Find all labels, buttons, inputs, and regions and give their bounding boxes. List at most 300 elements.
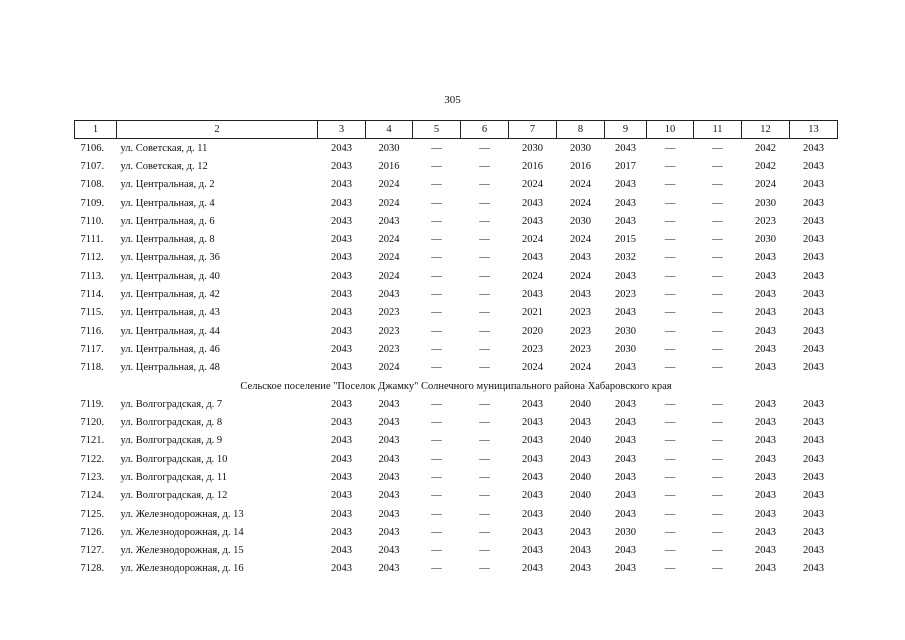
year-cell-col-7: 2043 (522, 563, 543, 575)
year-cell-col-3: 2043 (331, 545, 352, 557)
year-cell-col-5: — (431, 197, 442, 209)
year-cell-col-6: — (479, 453, 490, 465)
year-cell-col-12: 2043 (755, 508, 776, 520)
table-row (75, 139, 838, 158)
year-cell-col-3: 2043 (331, 252, 352, 264)
year-cell-col-10: — (664, 563, 676, 575)
column-header-11: 11 (694, 121, 742, 139)
address-cell: ул. Центральная, д. 42 (120, 289, 220, 301)
row-number: 7117. (80, 343, 104, 355)
year-cell-col-9: 2043 (615, 398, 636, 410)
year-cell-col-5: — (431, 343, 442, 355)
year-cell-col-13: 2043 (803, 197, 824, 209)
year-cell-col-7: 2024 (522, 270, 543, 282)
table-row (75, 285, 838, 303)
section-row (75, 377, 838, 395)
year-cell-col-7: 2023 (522, 343, 543, 355)
year-cell-col-9: 2043 (615, 563, 636, 575)
address-cell: ул. Железнодорожная, д. 15 (120, 545, 244, 557)
year-cell-col-4: 2024 (378, 270, 400, 282)
year-cell-col-7: 2021 (522, 307, 543, 319)
year-cell-col-3: 2043 (331, 270, 352, 282)
table-row (75, 176, 838, 194)
table-row (75, 304, 838, 322)
column-header-2: 2 (117, 121, 318, 139)
row-number: 7110. (80, 215, 104, 227)
column-header-8: 8 (557, 121, 605, 139)
year-cell-col-6: — (479, 234, 490, 246)
table-row (75, 267, 838, 285)
table-row (75, 322, 838, 340)
year-cell-col-4: 2043 (378, 453, 400, 465)
table-row (75, 395, 838, 413)
year-cell-col-10: — (664, 471, 676, 483)
year-cell-col-6: — (479, 508, 490, 520)
year-cell-col-5: — (431, 307, 442, 319)
year-cell-col-12: 2043 (755, 435, 776, 447)
year-cell-col-5: — (431, 270, 442, 282)
year-cell-col-13: 2043 (803, 289, 824, 301)
year-cell-col-3: 2043 (331, 307, 352, 319)
row-number: 7122. (80, 453, 105, 465)
year-cell-col-8: 2024 (570, 234, 591, 246)
year-cell-col-8: 2043 (570, 417, 591, 429)
year-cell-col-10: — (664, 417, 676, 429)
year-cell-col-8: 2024 (570, 197, 591, 209)
year-cell-col-12: 2042 (755, 142, 776, 154)
year-cell-col-10: — (664, 234, 676, 246)
year-cell-col-13: 2043 (803, 160, 824, 172)
address-cell: ул. Волгоградская, д. 8 (120, 417, 223, 429)
year-cell-col-6: — (479, 417, 490, 429)
address-cell: ул. Советская, д. 11 (120, 142, 208, 154)
year-cell-col-12: 2043 (755, 252, 776, 264)
table-row (75, 523, 838, 541)
year-cell-col-10: — (664, 435, 676, 447)
year-cell-col-7: 2043 (522, 526, 543, 538)
year-cell-col-9: 2043 (615, 545, 636, 557)
year-cell-col-3: 2043 (331, 215, 352, 227)
table-row (75, 249, 838, 267)
year-cell-col-3: 2043 (331, 197, 352, 209)
year-cell-col-5: — (431, 471, 442, 483)
year-cell-col-7: 2043 (522, 398, 543, 410)
year-cell-col-7: 2043 (522, 197, 543, 209)
table-row (75, 194, 838, 212)
year-cell-col-3: 2043 (331, 160, 352, 172)
year-cell-col-7: 2024 (522, 234, 543, 246)
year-cell-col-8: 2043 (570, 545, 591, 557)
year-cell-col-11: — (712, 563, 723, 575)
year-cell-col-10: — (664, 490, 676, 502)
year-cell-col-4: 2024 (378, 197, 400, 209)
year-cell-col-13: 2043 (803, 545, 824, 557)
row-number: 7127. (80, 545, 105, 557)
year-cell-col-7: 2043 (522, 545, 543, 557)
year-cell-col-5: — (431, 215, 442, 227)
column-header-5: 5 (413, 121, 461, 139)
year-cell-col-9: 2043 (615, 270, 636, 282)
year-cell-col-10: — (664, 252, 676, 264)
table-row (75, 450, 838, 468)
page-number: 305 (444, 94, 461, 106)
year-cell-col-12: 2043 (755, 453, 776, 465)
year-cell-col-5: — (431, 435, 442, 447)
row-number: 7116. (80, 325, 104, 337)
year-cell-col-12: 2043 (755, 325, 776, 337)
year-cell-col-7: 2043 (522, 252, 543, 264)
year-cell-col-12: 2043 (755, 526, 776, 538)
year-cell-col-7: 2016 (522, 160, 543, 172)
year-cell-col-3: 2043 (331, 471, 352, 483)
year-cell-col-7: 2043 (522, 435, 543, 447)
year-cell-col-9: 2043 (615, 471, 636, 483)
year-cell-col-4: 2043 (378, 508, 400, 520)
year-cell-col-10: — (664, 142, 676, 154)
row-number: 7108. (80, 179, 105, 191)
address-cell: ул. Центральная, д. 4 (120, 197, 215, 209)
header-row (75, 121, 838, 139)
year-cell-col-7: 2020 (522, 325, 543, 337)
year-cell-col-9: 2043 (615, 307, 636, 319)
year-cell-col-11: — (712, 160, 723, 172)
year-cell-col-6: — (479, 435, 490, 447)
year-cell-col-11: — (712, 398, 723, 410)
year-cell-col-6: — (479, 471, 490, 483)
year-cell-col-10: — (664, 325, 676, 337)
year-cell-col-9: 2043 (615, 435, 636, 447)
row-number: 7114. (80, 289, 104, 301)
year-cell-col-6: — (479, 490, 490, 502)
year-cell-col-13: 2043 (803, 325, 824, 337)
year-cell-col-8: 2023 (570, 325, 591, 337)
year-cell-col-5: — (431, 289, 442, 301)
year-cell-col-4: 2043 (378, 526, 400, 538)
row-number: 7111. (80, 234, 104, 246)
year-cell-col-3: 2043 (331, 142, 352, 154)
row-number: 7118. (80, 362, 104, 374)
column-header-9: 9 (605, 121, 647, 139)
year-cell-col-9: 2043 (615, 142, 636, 154)
address-cell: ул. Центральная, д. 44 (120, 325, 220, 337)
year-cell-col-3: 2043 (331, 508, 352, 520)
year-cell-col-10: — (664, 289, 676, 301)
table-header (75, 121, 838, 139)
year-cell-col-10: — (664, 398, 676, 410)
year-cell-col-13: 2043 (803, 362, 824, 374)
section-title: Сельское поселение "Поселок Джамку" Солнечного муниципального района Хабаровского края (240, 380, 672, 392)
year-cell-col-12: 2043 (755, 417, 776, 429)
year-cell-col-13: 2043 (803, 526, 824, 538)
column-header-10: 10 (647, 121, 694, 139)
year-cell-col-4: 2043 (378, 471, 400, 483)
address-cell: ул. Центральная, д. 46 (120, 343, 220, 355)
year-cell-col-4: 2024 (378, 179, 400, 191)
year-cell-col-10: — (664, 362, 676, 374)
year-cell-col-12: 2043 (755, 490, 776, 502)
year-cell-col-4: 2024 (378, 234, 400, 246)
year-cell-col-7: 2024 (522, 179, 543, 191)
year-cell-col-12: 2030 (755, 197, 776, 209)
year-cell-col-8: 2024 (570, 362, 591, 374)
year-cell-col-8: 2040 (570, 471, 591, 483)
year-cell-col-5: — (431, 508, 442, 520)
year-cell-col-5: — (431, 362, 442, 374)
year-cell-col-8: 2040 (570, 508, 591, 520)
year-cell-col-4: 2016 (378, 160, 400, 172)
year-cell-col-11: — (712, 417, 723, 429)
year-cell-col-8: 2043 (570, 252, 591, 264)
year-cell-col-13: 2043 (803, 435, 824, 447)
year-cell-col-8: 2043 (570, 453, 591, 465)
year-cell-col-10: — (664, 179, 676, 191)
column-header-4: 4 (366, 121, 413, 139)
year-cell-col-10: — (664, 270, 676, 282)
address-cell: ул. Центральная, д. 43 (120, 307, 220, 319)
year-cell-col-6: — (479, 289, 490, 301)
year-cell-col-12: 2043 (755, 471, 776, 483)
year-cell-col-11: — (712, 142, 723, 154)
year-cell-col-8: 2023 (570, 343, 591, 355)
year-cell-col-6: — (479, 197, 490, 209)
year-cell-col-3: 2043 (331, 325, 352, 337)
year-cell-col-8: 2023 (570, 307, 591, 319)
table-row (75, 413, 838, 431)
table-row (75, 359, 838, 377)
row-number: 7112. (80, 252, 104, 264)
year-cell-col-11: — (712, 435, 723, 447)
year-cell-col-4: 2043 (378, 435, 400, 447)
year-cell-col-5: — (431, 453, 442, 465)
year-cell-col-4: 2023 (378, 307, 400, 319)
year-cell-col-6: — (479, 142, 490, 154)
year-cell-col-11: — (712, 343, 723, 355)
table-row (75, 505, 838, 523)
year-cell-col-10: — (664, 215, 676, 227)
year-cell-col-9: 2015 (615, 234, 636, 246)
year-cell-col-10: — (664, 453, 676, 465)
year-cell-col-9: 2030 (615, 325, 636, 337)
row-number: 7121. (80, 435, 105, 447)
year-cell-col-10: — (664, 508, 676, 520)
year-cell-col-12: 2043 (755, 270, 776, 282)
year-cell-col-10: — (664, 197, 676, 209)
year-cell-col-10: — (664, 545, 676, 557)
year-cell-col-7: 2043 (522, 471, 543, 483)
year-cell-col-9: 2043 (615, 215, 636, 227)
address-cell: ул. Железнодорожная, д. 14 (120, 526, 244, 538)
year-cell-col-9: 2043 (615, 490, 636, 502)
year-cell-col-8: 2040 (570, 435, 591, 447)
year-cell-col-5: — (431, 526, 442, 538)
year-cell-col-6: — (479, 215, 490, 227)
year-cell-col-5: — (431, 545, 442, 557)
column-header-3: 3 (318, 121, 366, 139)
row-number: 7113. (80, 270, 104, 282)
year-cell-col-6: — (479, 160, 490, 172)
year-cell-col-13: 2043 (803, 234, 824, 246)
address-cell: ул. Центральная, д. 36 (120, 252, 220, 264)
year-cell-col-9: 2043 (615, 179, 636, 191)
year-cell-col-5: — (431, 398, 442, 410)
year-cell-col-9: 2043 (615, 197, 636, 209)
year-cell-col-4: 2043 (378, 545, 400, 557)
table-row (75, 230, 838, 248)
address-cell: ул. Волгоградская, д. 10 (120, 453, 228, 465)
row-number: 7128. (80, 563, 105, 575)
year-cell-col-4: 2043 (378, 490, 400, 502)
year-cell-col-11: — (712, 234, 723, 246)
year-cell-col-4: 2024 (378, 362, 400, 374)
year-cell-col-13: 2043 (803, 252, 824, 264)
year-cell-col-11: — (712, 362, 723, 374)
year-cell-col-5: — (431, 179, 442, 191)
year-cell-col-3: 2043 (331, 398, 352, 410)
year-cell-col-12: 2023 (755, 215, 776, 227)
year-cell-col-5: — (431, 563, 442, 575)
year-cell-col-12: 2043 (755, 545, 776, 557)
year-cell-col-9: 2043 (615, 508, 636, 520)
year-cell-col-3: 2043 (331, 490, 352, 502)
year-cell-col-11: — (712, 197, 723, 209)
row-number: 7106. (80, 142, 105, 154)
year-cell-col-7: 2043 (522, 490, 543, 502)
address-cell: ул. Волгоградская, д. 11 (120, 471, 228, 483)
table-row (75, 212, 838, 230)
table-row (75, 542, 838, 560)
year-cell-col-12: 2030 (755, 234, 776, 246)
address-cell: ул. Центральная, д. 6 (120, 215, 215, 227)
table-row (75, 157, 838, 175)
address-cell: ул. Железнодорожная, д. 16 (120, 563, 244, 575)
row-number: 7125. (80, 508, 105, 520)
year-cell-col-6: — (479, 307, 490, 319)
year-cell-col-13: 2043 (803, 417, 824, 429)
year-cell-col-10: — (664, 307, 676, 319)
year-cell-col-4: 2024 (378, 252, 400, 264)
year-cell-col-6: — (479, 362, 490, 374)
year-cell-col-12: 2043 (755, 343, 776, 355)
row-number: 7126. (80, 526, 105, 538)
year-cell-col-6: — (479, 325, 490, 337)
year-cell-col-11: — (712, 490, 723, 502)
year-cell-col-3: 2043 (331, 435, 352, 447)
year-cell-col-4: 2023 (378, 325, 400, 337)
table-body (75, 139, 838, 579)
year-cell-col-9: 2043 (615, 417, 636, 429)
year-cell-col-7: 2043 (522, 508, 543, 520)
address-cell: ул. Центральная, д. 8 (120, 234, 215, 246)
table-row (75, 340, 838, 358)
year-cell-col-13: 2043 (803, 307, 824, 319)
year-cell-col-11: — (712, 179, 723, 191)
year-cell-col-13: 2043 (803, 490, 824, 502)
year-cell-col-4: 2043 (378, 289, 400, 301)
year-cell-col-5: — (431, 325, 442, 337)
year-cell-col-6: — (479, 343, 490, 355)
row-number: 7119. (80, 398, 104, 410)
year-cell-col-3: 2043 (331, 362, 352, 374)
year-cell-col-11: — (712, 545, 723, 557)
year-cell-col-3: 2043 (331, 289, 352, 301)
year-cell-col-13: 2043 (803, 471, 824, 483)
address-cell: ул. Волгоградская, д. 9 (120, 435, 223, 447)
year-cell-col-7: 2043 (522, 417, 543, 429)
year-cell-col-8: 2040 (570, 490, 591, 502)
year-cell-col-12: 2043 (755, 398, 776, 410)
year-cell-col-12: 2043 (755, 307, 776, 319)
year-cell-col-7: 2043 (522, 215, 543, 227)
year-cell-col-4: 2043 (378, 398, 400, 410)
year-cell-col-11: — (712, 215, 723, 227)
row-number: 7115. (80, 307, 104, 319)
year-cell-col-8: 2040 (570, 398, 591, 410)
year-cell-col-9: 2043 (615, 453, 636, 465)
year-cell-col-11: — (712, 252, 723, 264)
address-cell: ул. Железнодорожная, д. 13 (120, 508, 244, 520)
year-cell-col-3: 2043 (331, 234, 352, 246)
year-cell-col-3: 2043 (331, 179, 352, 191)
year-cell-col-7: 2030 (522, 142, 543, 154)
table-row (75, 468, 838, 486)
year-cell-col-13: 2043 (803, 563, 824, 575)
year-cell-col-10: — (664, 343, 676, 355)
year-cell-col-11: — (712, 526, 723, 538)
year-cell-col-7: 2024 (522, 362, 543, 374)
year-cell-col-4: 2030 (378, 142, 400, 154)
row-number: 7120. (80, 417, 105, 429)
address-cell: ул. Советская, д. 12 (120, 160, 208, 172)
year-cell-col-3: 2043 (331, 343, 352, 355)
year-cell-col-5: — (431, 142, 442, 154)
address-cell: ул. Центральная, д. 48 (120, 362, 220, 374)
year-cell-col-11: — (712, 307, 723, 319)
table-row (75, 432, 838, 450)
year-cell-col-13: 2043 (803, 398, 824, 410)
year-cell-col-3: 2043 (331, 563, 352, 575)
year-cell-col-9: 2043 (615, 362, 636, 374)
year-cell-col-11: — (712, 508, 723, 520)
year-cell-col-13: 2043 (803, 270, 824, 282)
column-header-6: 6 (461, 121, 509, 139)
year-cell-col-8: 2043 (570, 526, 591, 538)
year-cell-col-10: — (664, 160, 676, 172)
year-cell-col-3: 2043 (331, 526, 352, 538)
year-cell-col-6: — (479, 252, 490, 264)
year-cell-col-7: 2043 (522, 453, 543, 465)
table-row (75, 560, 838, 578)
address-cell: ул. Центральная, д. 40 (120, 270, 220, 282)
year-cell-col-12: 2024 (755, 179, 776, 191)
year-cell-col-10: — (664, 526, 676, 538)
year-cell-col-13: 2043 (803, 343, 824, 355)
column-header-13: 13 (790, 121, 838, 139)
year-cell-col-9: 2023 (615, 289, 636, 301)
column-header-12: 12 (742, 121, 790, 139)
year-cell-col-6: — (479, 398, 490, 410)
year-cell-col-12: 2043 (755, 563, 776, 575)
table-row (75, 487, 838, 505)
year-cell-col-8: 2024 (570, 270, 591, 282)
year-cell-col-13: 2043 (803, 508, 824, 520)
year-cell-col-5: — (431, 417, 442, 429)
year-cell-col-5: — (431, 490, 442, 502)
row-number: 7124. (80, 490, 105, 502)
year-cell-col-8: 2030 (570, 142, 591, 154)
year-cell-col-4: 2023 (378, 343, 400, 355)
year-cell-col-8: 2030 (570, 215, 591, 227)
row-number: 7123. (80, 471, 105, 483)
